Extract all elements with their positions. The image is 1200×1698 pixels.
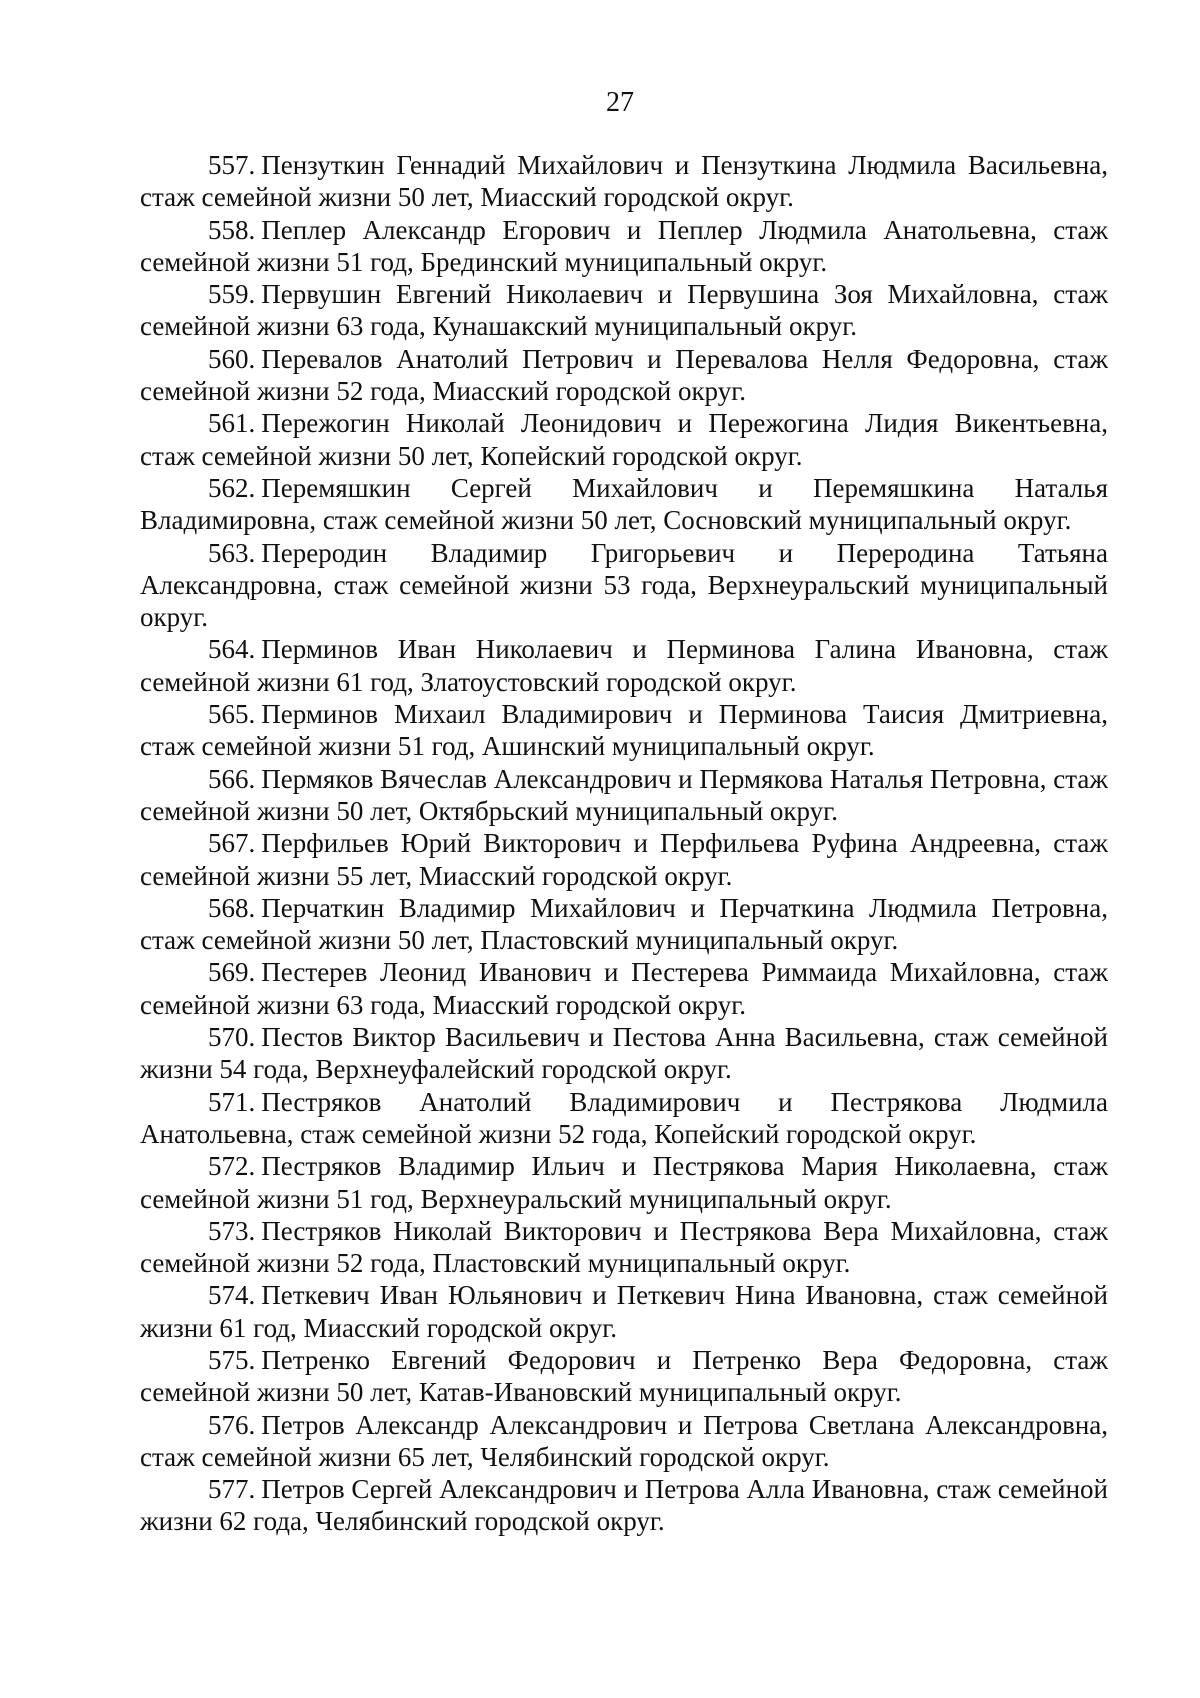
entry-number: 561. [208, 408, 256, 439]
entry-text: Первушин Евгений Николаевич и Первушина Зоя Михайловна, стаж семейной жизни 63 года, Кунашакский муниципальный округ. [140, 279, 1108, 342]
entry-number: 576. [208, 1409, 256, 1440]
entry-number: 577. [208, 1474, 256, 1505]
entry-text: Перминов Михаил Владимирович и Перминова Таисия Дмитриевна, стаж семейной жизни 51 год, Ашинский муниципальный округ. [140, 699, 1108, 762]
entry-text: Пестряков Николай Викторович и Пестрякова Вера Михайловна, стаж семейной жизни 52 года, Пластовский муниципальный округ. [140, 1215, 1108, 1279]
list-item [140, 1279, 1108, 1344]
list-item [140, 633, 1108, 698]
list-item [140, 407, 1108, 472]
entry-number: 575. [208, 1344, 256, 1375]
entry-number: 570. [208, 1022, 256, 1053]
list-item [140, 763, 1108, 828]
entry-number: 566. [208, 763, 256, 794]
entry-text: Пестряков Владимир Ильич и Пестрякова Мария Николаевна, стаж семейной жизни 51 год, Верхнеуральский муниципальный округ. [140, 1151, 1108, 1214]
list-item [140, 1021, 1108, 1086]
entry-number: 571. [208, 1086, 256, 1117]
entry-number: 558. [208, 214, 256, 245]
list-item [140, 343, 1108, 408]
entry-text: Пеплер Александр Егорович и Пеплер Людмила Анатольевна, стаж семейной жизни 51 год, Брединский муниципальный округ. [140, 214, 1108, 277]
entry-number: 574. [208, 1280, 256, 1311]
list-item [140, 956, 1108, 1021]
list-item [140, 214, 1108, 279]
list-item [140, 1086, 1108, 1151]
entry-text: Петкевич Иван Юльянович и Петкевич Нина Ивановна, стаж семейной жизни 61 год, Миасский городской округ. [140, 1280, 1108, 1343]
entry-text: Пестов Виктор Васильевич и Пестова Анна Васильевна, стаж семейной жизни 54 года, Верхнеуфалейский городской округ. [140, 1022, 1108, 1085]
entry-number: 562. [208, 472, 256, 503]
entry-text: Перчаткин Владимир Михайлович и Перчаткина Людмила Петровна, стаж семейной жизни 50 лет, Пластовский муниципальный округ. [140, 892, 1108, 956]
list-item [140, 537, 1108, 634]
entry-list [140, 149, 1108, 1538]
entry-number: 572. [208, 1151, 256, 1182]
list-item [140, 1150, 1108, 1215]
list-item [140, 892, 1108, 957]
list-item [140, 1409, 1108, 1474]
entry-number: 563. [208, 537, 256, 568]
list-item [140, 278, 1108, 343]
entry-text: Пестерев Леонид Иванович и Пестерева Риммаида Михайловна, стаж семейной жизни 63 года, Миасский городской округ. [140, 957, 1108, 1020]
entry-number: 564. [208, 634, 256, 665]
entry-text: Петренко Евгений Федорович и Петренко Вера Федоровна, стаж семейной жизни 50 лет, Катав-Ивановский муниципальный округ. [140, 1344, 1108, 1408]
entry-number: 559. [208, 279, 256, 310]
entry-text: Перевалов Анатолий Петрович и Перевалова Нелля Федоровна, стаж семейной жизни 52 года, Миасский городской округ. [140, 343, 1108, 407]
entry-text: Перемяшкин Сергей Михайлович и Перемяшкина Наталья Владимировна, стаж семейной жизни 50 лет, Сосновский муниципальный округ. [140, 472, 1108, 536]
list-item [140, 149, 1108, 214]
entry-text: Петров Сергей Александрович и Петрова Алла Ивановна, стаж семейной жизни 62 года, Челябинский городской округ. [140, 1474, 1108, 1537]
entry-number: 557. [208, 150, 256, 180]
entry-text: Петров Александр Александрович и Петрова Светлана Александровна, стаж семейной жизни 65 лет, Челябинский городской округ. [140, 1409, 1108, 1472]
entry-number: 569. [208, 957, 256, 988]
entry-number: 568. [208, 892, 256, 923]
page-number: 27 [606, 87, 634, 118]
list-item [140, 472, 1108, 537]
list-item [140, 1344, 1108, 1409]
list-item [140, 827, 1108, 892]
list-item [140, 698, 1108, 763]
list-item [140, 1473, 1108, 1538]
entry-text: Перфильев Юрий Викторович и Перфильева Руфина Андреевна, стаж семейной жизни 55 лет, Миасский городской округ. [140, 828, 1108, 891]
entry-number: 560. [208, 343, 256, 374]
entry-text: Пермяков Вячеслав Александрович и Пермякова Наталья Петровна, стаж семейной жизни 50 лет, Октябрьский муниципальный округ. [140, 763, 1108, 826]
list-item [140, 1215, 1108, 1280]
entry-text: Пензуткин Геннадий Михайлович и Пензуткина Людмила Васильевна, стаж семейной жизни 50 лет, Миасский городской округ. [140, 150, 1108, 213]
entry-number: 573. [208, 1215, 256, 1246]
entry-text: Перминов Иван Николаевич и Перминова Галина Ивановна, стаж семейной жизни 61 год, Златоустовский городской округ. [140, 634, 1108, 697]
entry-text: Пережогин Николай Леонидович и Пережогина Лидия Викентьевна, стаж семейной жизни 50 лет, Копейский городской округ. [140, 408, 1108, 471]
entry-number: 565. [208, 699, 256, 730]
entry-text: Переродин Владимир Григорьевич и Переродина Татьяна Александровна, стаж семейной жизни 53 года, Верхнеуральский муниципальный округ. [140, 537, 1108, 633]
entry-text: Пестряков Анатолий Владимирович и Пестрякова Людмила Анатольевна, стаж семейной жизни 52 года, Копейский городской округ. [140, 1086, 1108, 1149]
entry-number: 567. [208, 828, 256, 859]
